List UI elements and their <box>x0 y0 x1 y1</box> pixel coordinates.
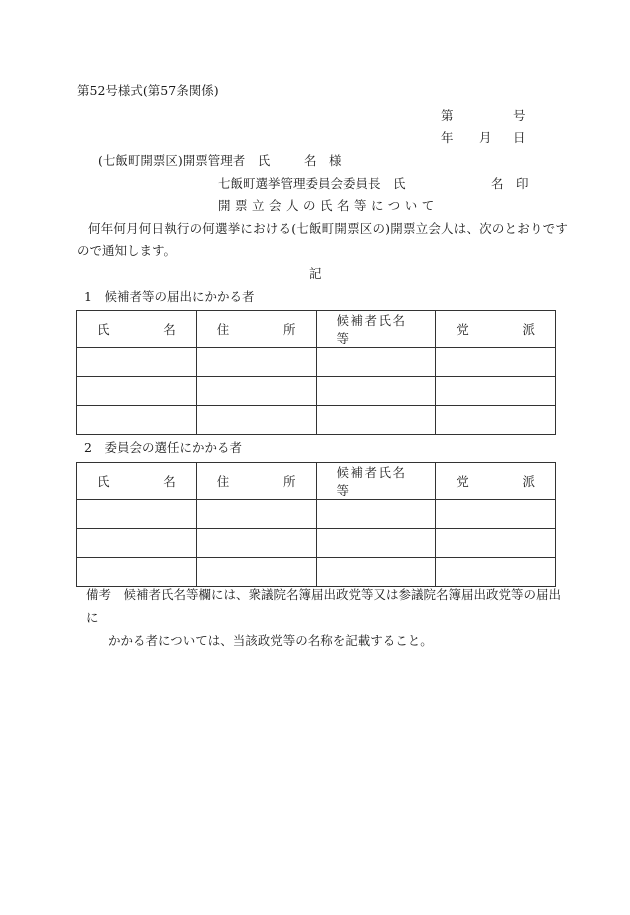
table-cell[interactable] <box>77 406 197 435</box>
table-row <box>77 406 556 435</box>
header-cell-party: 党 派 <box>436 463 556 500</box>
table-row <box>77 500 556 529</box>
remarks-line-1: 備考 候補者氏名等欄には、衆議院名簿届出政党等又は参議院名簿届出政党等の届出に <box>86 587 562 625</box>
date-month: 月 <box>479 130 492 145</box>
table-header-row <box>77 311 556 348</box>
table-cell[interactable] <box>77 348 197 377</box>
header-cell-candidate: 候補者氏名等 <box>316 311 436 348</box>
remarks-note <box>86 583 561 652</box>
date-day: 日 <box>513 130 526 145</box>
section-2-table <box>76 462 556 587</box>
doc-number-suffix: 号 <box>513 108 526 123</box>
table-cell[interactable] <box>196 377 316 406</box>
table-header-row <box>77 463 556 500</box>
section-2-heading: 2 委員会の選任にかかる者 <box>84 440 242 455</box>
table-row <box>77 377 556 406</box>
header-cell-name: 氏 名 <box>77 463 197 500</box>
ki-heading: 記 <box>309 266 322 281</box>
section-1-heading: 1 候補者等の届出にかかる者 <box>84 289 255 304</box>
header-cell-candidate: 候補者氏名等 <box>316 463 436 500</box>
date-year: 年 <box>441 130 454 145</box>
table-cell[interactable] <box>196 500 316 529</box>
table-cell[interactable] <box>316 500 436 529</box>
table-cell[interactable] <box>316 529 436 558</box>
table-cell[interactable] <box>316 406 436 435</box>
table-cell[interactable] <box>316 348 436 377</box>
table-cell[interactable] <box>77 377 197 406</box>
table-row <box>77 529 556 558</box>
body-line-1: 何年何月何日執行の何選挙における(七飯町開票区の)開票立会人は、次のとおりです <box>88 221 569 236</box>
table-cell[interactable] <box>436 406 556 435</box>
doc-number-label: 第 <box>441 108 454 123</box>
remarks-line-2: かかる者については、当該政党等の名称を記載すること。 <box>108 633 433 648</box>
table-cell[interactable] <box>436 377 556 406</box>
header-cell-name: 氏 名 <box>77 311 197 348</box>
table-cell[interactable] <box>196 348 316 377</box>
sender-name: 七飯町選挙管理委員会委員長 氏 <box>218 176 406 191</box>
table-cell[interactable] <box>77 500 197 529</box>
section-1-table <box>76 310 556 435</box>
table-cell[interactable] <box>196 406 316 435</box>
table-cell[interactable] <box>436 348 556 377</box>
body-line-2: ので通知します。 <box>77 243 177 258</box>
table-cell[interactable] <box>436 500 556 529</box>
addressee-name: (七飯町開票区)開票管理者 氏 <box>98 153 271 168</box>
table-cell[interactable] <box>196 529 316 558</box>
header-cell-address: 住 所 <box>196 463 316 500</box>
header-cell-address: 住 所 <box>196 311 316 348</box>
sender-seal: 名 印 <box>491 176 529 191</box>
form-number: 第52号様式(第57条関係) <box>77 83 219 98</box>
table-cell[interactable] <box>77 529 197 558</box>
table-cell[interactable] <box>436 529 556 558</box>
header-cell-party: 党 派 <box>436 311 556 348</box>
table-cell[interactable] <box>316 377 436 406</box>
addressee-honorific: 名 様 <box>304 153 342 168</box>
table-row <box>77 348 556 377</box>
document-title: 開票立会人の氏名等について <box>218 198 439 213</box>
